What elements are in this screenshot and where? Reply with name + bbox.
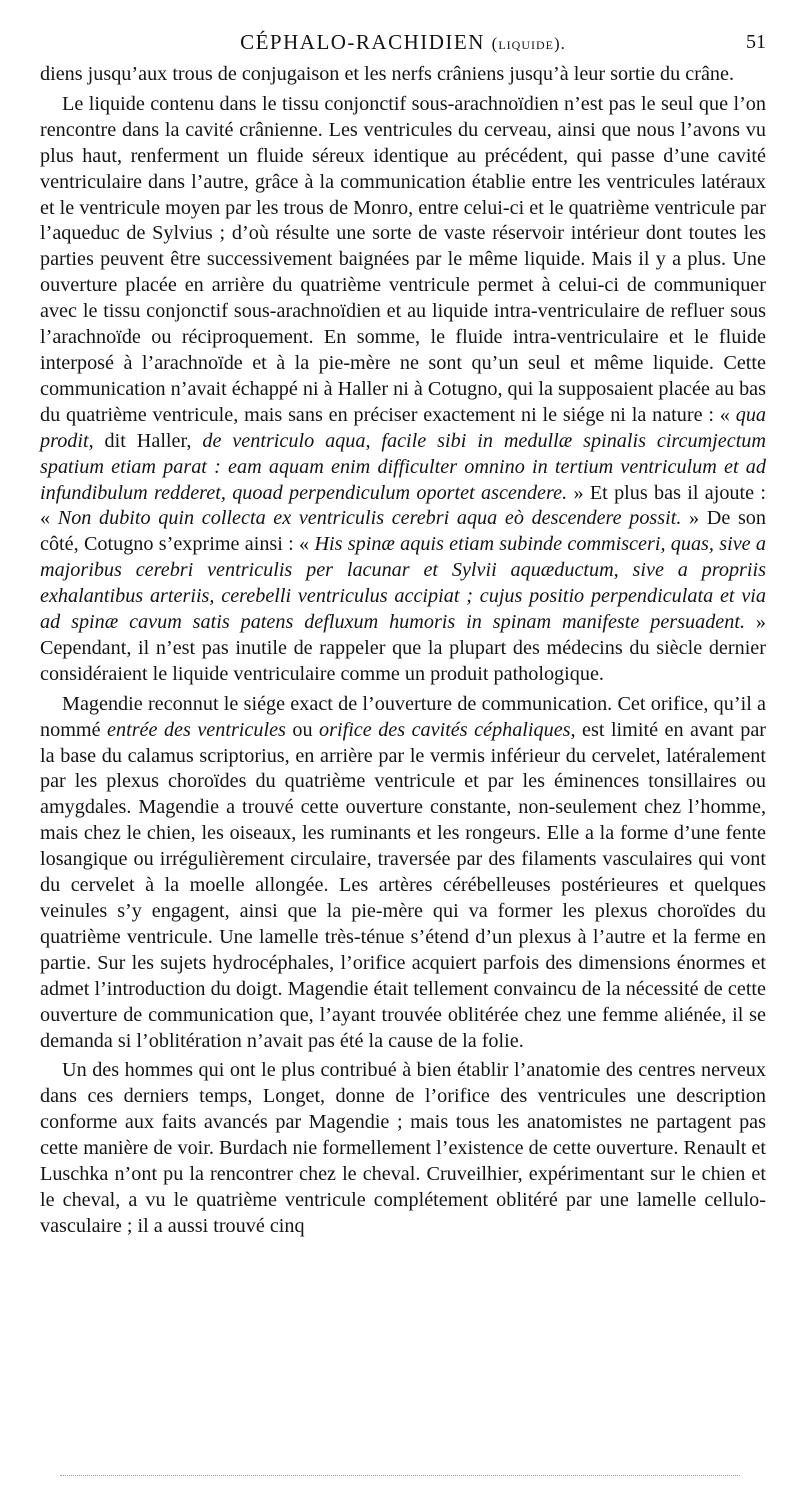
paragraph-1 (40, 62, 766, 88)
header-title: CÉPHALO-RACHIDIEN (240, 30, 485, 54)
text-run: Un des hommes qui ont le plus contribué à bien établir l’anatomie des centres nerveux dans ces derniers temps, Longet, donne de l’orifice des ventricules une description conforme aux faits avancés par Magendie ; mais tous les anatomistes ne partagent pas cette manière de voir. Burdach nie formellement l’existence de cette ouverture. Renault et Luschka n’ont pu la rencontrer chez le cheval. Cruveilhier, expérimentant sur le chien et le cheval, a vu le quatrième ventricule complétement oblitéré par une lamelle cellulo-vasculaire ; il a aussi trouvé cinq (40, 1059, 766, 1237)
body-text (40, 62, 766, 1240)
text-run: » Et plus bas il ajoute : « (40, 481, 767, 530)
paragraph-3 (40, 692, 766, 1055)
header-subtitle: (liquide). (491, 34, 566, 53)
italic-run: His spinæ aquis etiam subinde commisceri, quas, sive a majoribus cerebri ventriculis per lacunar et Sylvii aquæductum, sive a propriis exhalantibus arteriis, cerebelli ventriculus accipiat ; cujus positio perpendiculata et via ad spinæ cavum satis patens defluxum humoris in spinam manifeste persuadent. (40, 533, 766, 634)
text-run: » Cependant, il n’est pas inutile de rappeler que la plupart des médecins du siècle dernier considéraient le liquide ventriculaire comme un produit pathologique. (40, 611, 767, 685)
italic-run: qua prodit (40, 403, 766, 452)
text-run: » De son côté, Cotugno s’exprime ainsi : « (40, 507, 766, 556)
italic-run: entrée des ventricules (107, 718, 286, 741)
text-run: Magendie reconnut le siége exact de l’ouverture de communication. Cet orifice, qu’il a nommé (40, 692, 766, 741)
italic-run: orifice des cavités céphaliques (319, 718, 571, 741)
italic-run: Non dubito quin collecta ex ventriculis cerebri aqua eò descendere possit. (57, 507, 682, 530)
italic-run: de ventriculo aqua, facile sibi in medullæ spinalis circumjectum spatium etiam parat : eam aquam enim difficulter omnino in tertium ventriculum et ad infundibulum redderet, quoad perpendiculum oportet ascendere. (40, 429, 766, 504)
page-number: 51 (746, 31, 766, 53)
paragraph-4 (40, 1058, 766, 1239)
running-header (40, 30, 766, 58)
text-run: , est limité en avant par la base du calamus scriptorius, en arrière par le vermis inférieur du cervelet, latéralement par les plexus choroïdes du quatrième ventricule et par les éminences tonsillaires ou amygdales. Magendie a trouvé cette ouverture constante, non-seulement chez l’homme, mais chez le chien, les oiseaux, les ruminants et les rongeurs. Elle a la forme d’une fente losangique ou irrégulièrement circulaire, traversée par des filaments vasculaires qui vont du cervelet à la moelle allongée. Les artères cérébelleuses postérieures et quelques veinules s’y engagent, ainsi que la pie-mère qui va former les plexus choroïdes du quatrième ventricule. Une lamelle très-ténue s’étend d’un plexus à l’autre et la ferme en partie. Sur les sujets hydrocéphales, l’orifice acquiert parfois des dimensions énormes et admet l’introduction du doigt. Magendie était tellement convaincu de la nécessité de cette ouverture de communication que, l’ayant trouvée oblitérée chez une femme aliénée, il se demanda si l’oblitération n’avait pas été la cause de la folie. (40, 718, 767, 1052)
text-run: Le liquide contenu dans le tissu conjonctif sous-arachnoïdien n’est pas le seul que l’on rencontre dans la cavité crânienne. Les ventricules du cerveau, ainsi que nous l’avons vu plus haut, renferment un fluide séreux identique au précédent, qui passe d’une cavité ventriculaire dans l’autre, grâce à la communication établie entre les ventricules latéraux et le ventricule moyen par les trous de Monro, entre celui-ci et le quatrième ventricule par l’aqueduc de Sylvius ; d’où résulte une sorte de vaste réservoir intérieur dont toutes les parties peuvent être successivement baignées par le même liquide. Mais il y a plus. Une ouverture placée en arrière du quatrième ventricule permet à celui-ci de communiquer avec le tissu conjonctif sous-arachnoïdien et au liquide intra-ventriculaire de refluer sous l’arachnoïde ou réciproquement. En somme, le fluide intra-ventriculaire et le fluide interposé à l’arachnoïde et à la pie-mère ne sont qu’un seul et même liquide. Cette communication n’avait échappé ni à Haller ni à Cotugno, qui la supposaient placée au bas du quatrième ventricule, mais sans en préciser exactement ni le siége ni la nature : « (40, 92, 766, 426)
scan-artifact-line (60, 1475, 740, 1477)
paragraph-2 (40, 92, 766, 688)
text-run: , dit Haller, (88, 429, 203, 452)
text-run: diens jusqu’aux trous de conjugaison et les nerfs crâniens jusqu’à leur sortie du crâne. (40, 63, 735, 85)
running-title (40, 30, 766, 55)
text-run: ou (285, 718, 320, 741)
